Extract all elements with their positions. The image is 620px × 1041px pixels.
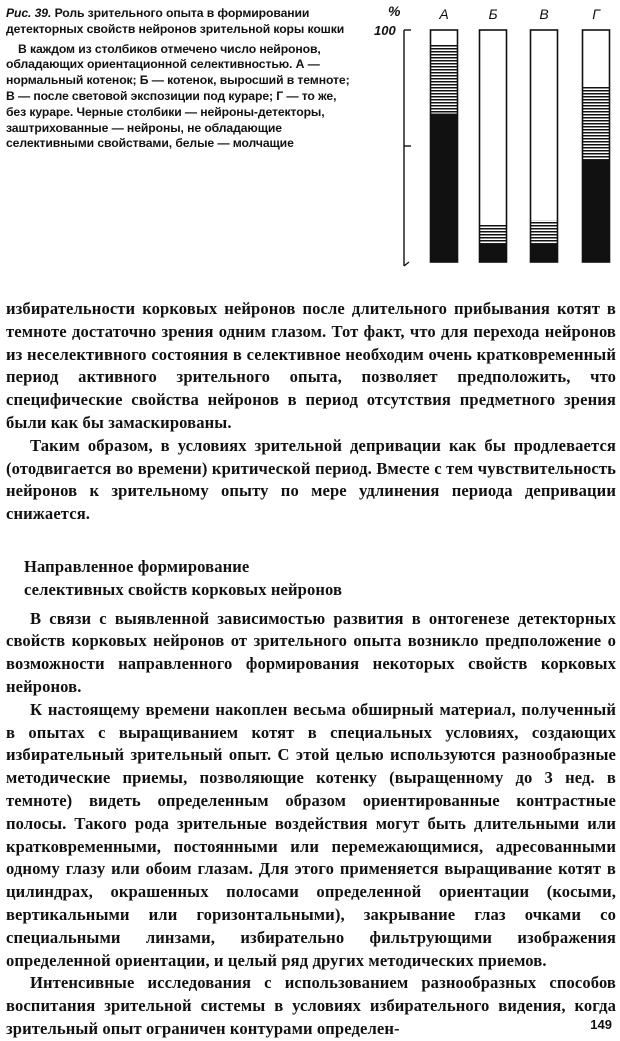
bar-4-segment-2 bbox=[583, 86, 610, 160]
caption-heading bbox=[6, 6, 350, 38]
bar-3-segment-1 bbox=[531, 243, 558, 262]
page-number: 149 bbox=[590, 1017, 612, 1032]
y-axis-foot bbox=[404, 262, 409, 266]
paragraph-5: Интенсивные исследования с использованием разнообразных способов воспитания зрительной системы в условиях избирательного видения, когда зрительный опыт ограничен контурами определен- bbox=[6, 973, 616, 1038]
bar-2-segment-2 bbox=[480, 225, 507, 244]
section-heading-line-2: селективных свойств корковых нейронов bbox=[24, 579, 343, 599]
section-heading-line-1: Направленное формирование bbox=[24, 556, 250, 576]
bar-1-segment-1 bbox=[431, 114, 458, 262]
category-label-1: А bbox=[439, 6, 449, 22]
paragraph-3: В связи с выявленной зависимостью развития в онтогенезе детекторных свойств корковых нейронов от зрительного опыта возникло предположение о возможности направленного формирования некоторых свойств корковых нейронов. bbox=[6, 608, 616, 696]
category-label-2: Б bbox=[488, 6, 498, 22]
figure-caption bbox=[6, 6, 350, 152]
paragraph-2: Таким образом, в условиях зрительной депривации как бы продлевается (отодвигается во времени) критической период. Вместе с тем чувствительность нейронов к зрительному опыту по мере удлинения периода депривации снижается. bbox=[6, 435, 616, 524]
body-text bbox=[6, 298, 616, 1041]
section-heading bbox=[24, 556, 616, 602]
bar-3-segment-2 bbox=[531, 220, 558, 243]
bar-1-segment-2 bbox=[431, 44, 458, 114]
paragraph-1: избирательности корковых нейронов после длительного прибывания котят в темноте достаточно зрения одним глазом. Тот факт, что для перехода нейронов из неселективного состояния в селективное необходим очень кратковременный период активного зрительного опыта, позволяет предположить, что специфические свойства нейронов в период отсутствия предметного зрения были как бы замаскированы. bbox=[6, 299, 616, 432]
caption-description: В каждом из столбиков отмечено число нейронов, обладающих ориентационной селективностью. А — нормальный котенок; Б — котенок, выросший в темноте; В — после световой экспозиции под кураре; Г — то же, без кураре. Черные столбики — нейроны-детекторы, заштрихованные — нейроны, не обладающие селективными свойствами, белые — молчащие bbox=[6, 41, 350, 151]
bar-3-segment-3 bbox=[531, 30, 558, 220]
caption-label: Рис. 39. bbox=[6, 6, 52, 20]
bar-2-segment-3 bbox=[480, 30, 507, 225]
caption-title: Роль зрительного опыта в формировании детекторных свойств нейронов зрительной коры кошки bbox=[6, 6, 345, 36]
y-tick-label-100: 100 bbox=[374, 23, 396, 38]
bar-2-segment-1 bbox=[480, 243, 507, 262]
category-label-3: В bbox=[539, 6, 549, 22]
bar-1-segment-3 bbox=[431, 30, 458, 44]
y-axis-label: % bbox=[388, 3, 401, 19]
stacked-bar-chart bbox=[372, 0, 620, 272]
bar-4-segment-1 bbox=[583, 160, 610, 262]
paragraph-4: К настоящему времени накоплен весьма обширный материал, полученный в опытах с выращиванием котят в специальных условиях, создающих избирательный зрительный опыт. С этой целью используются разнообразные методические приемы, позволяющие котенку (выращенному до 3 нед. в темноте) видеть определенным образом ориентированные контрастные полосы. Такого рода зрительные воздействия могут быть длительными или кратковременными, постоянными или перемежающимися, адресованными одному глазу или обоим глазам. Для этого применяется выращивание котят в цилиндрах, окрашенных полосами определенной ориентации (косыми, вертикальными или горизонтальными), закрывание глаз очками со специальными линзами, избирательно фильтрующими изображения определенной ориентации, и целый ряд других методических приемов. bbox=[6, 699, 616, 970]
bar-4-segment-3 bbox=[583, 30, 610, 86]
category-label-4: Г bbox=[592, 6, 600, 22]
